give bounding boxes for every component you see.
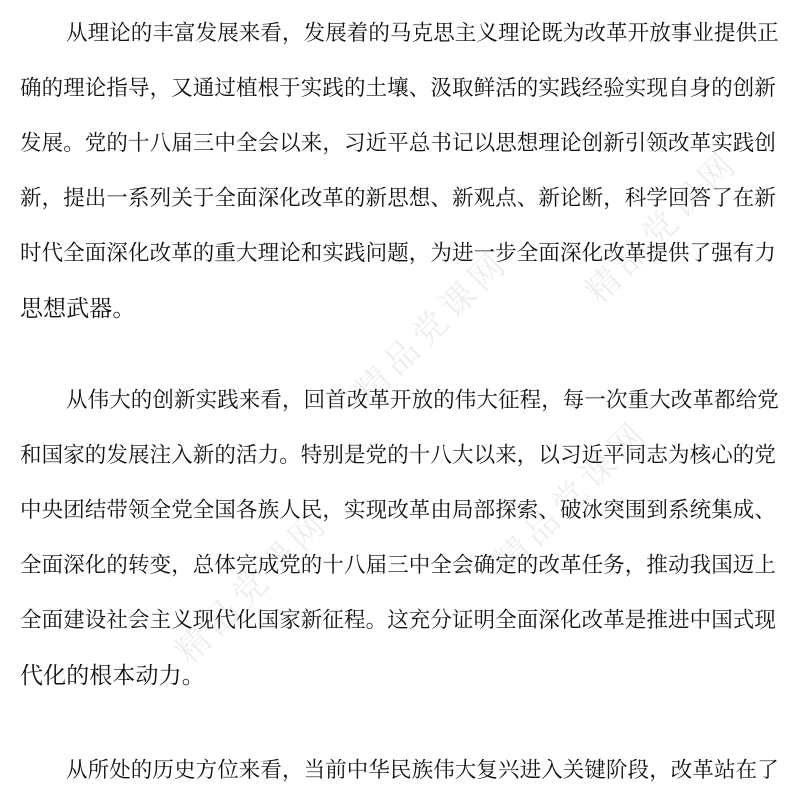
paragraph-line: 中央团结带领全党全国各族人民，实现改革由局部探索、破冰突围到系统集成、 [20, 498, 777, 523]
watermark-logo-3: 精品党课网 [487, 412, 658, 582]
paragraph-line: 时代全面深化改革的重大理论和实践问题，为进一步全面深化改革提供了强有力 [20, 241, 777, 266]
paragraph-line: 从理论的丰富发展来看，发展着的马克思主义理论既为改革开放事业提供正 [66, 21, 779, 46]
watermark-logo-4: 精品党课网 [577, 142, 748, 312]
paragraph-line: 从伟大的创新实践来看，回首改革开放的伟大征程，每一次重大改革都给党 [66, 388, 779, 413]
paragraph-line: 从所处的历史方位来看，当前中华民族伟大复兴进入关键阶段，改革站在了 [66, 758, 779, 783]
paragraph-line: 发展。党的十八届三中全会以来，习近平总书记以思想理论创新引领改革实践创 [20, 131, 777, 156]
paragraph-line: 和国家的发展注入新的活力。特别是党的十八大以来，以习近平同志为核心的党 [20, 443, 777, 468]
paragraph-line: 全面建设社会主义现代化国家新征程。这充分证明全面深化改革是推进中国式现 [20, 608, 777, 633]
paragraph-line: 新，提出一系列关于全面深化改革的新思想、新观点、新论断，科学回答了在新 [20, 186, 777, 211]
paragraph-line: 确的理论指导，又通过植根于实践的土壤、汲取鲜活的实践经验实现自身的创新 [20, 76, 777, 101]
paragraph-line: 全面深化的转变，总体完成党的十八届三中全会确定的改革任务，推动我国迈上 [20, 553, 777, 578]
watermark-logo-2: 精品党课网 [167, 502, 338, 672]
paragraph-line: 思想武器。 [20, 296, 136, 322]
watermark-logo-1: 精品党课网 [347, 242, 518, 412]
paragraph-line: 代化的根本动力。 [20, 663, 205, 689]
